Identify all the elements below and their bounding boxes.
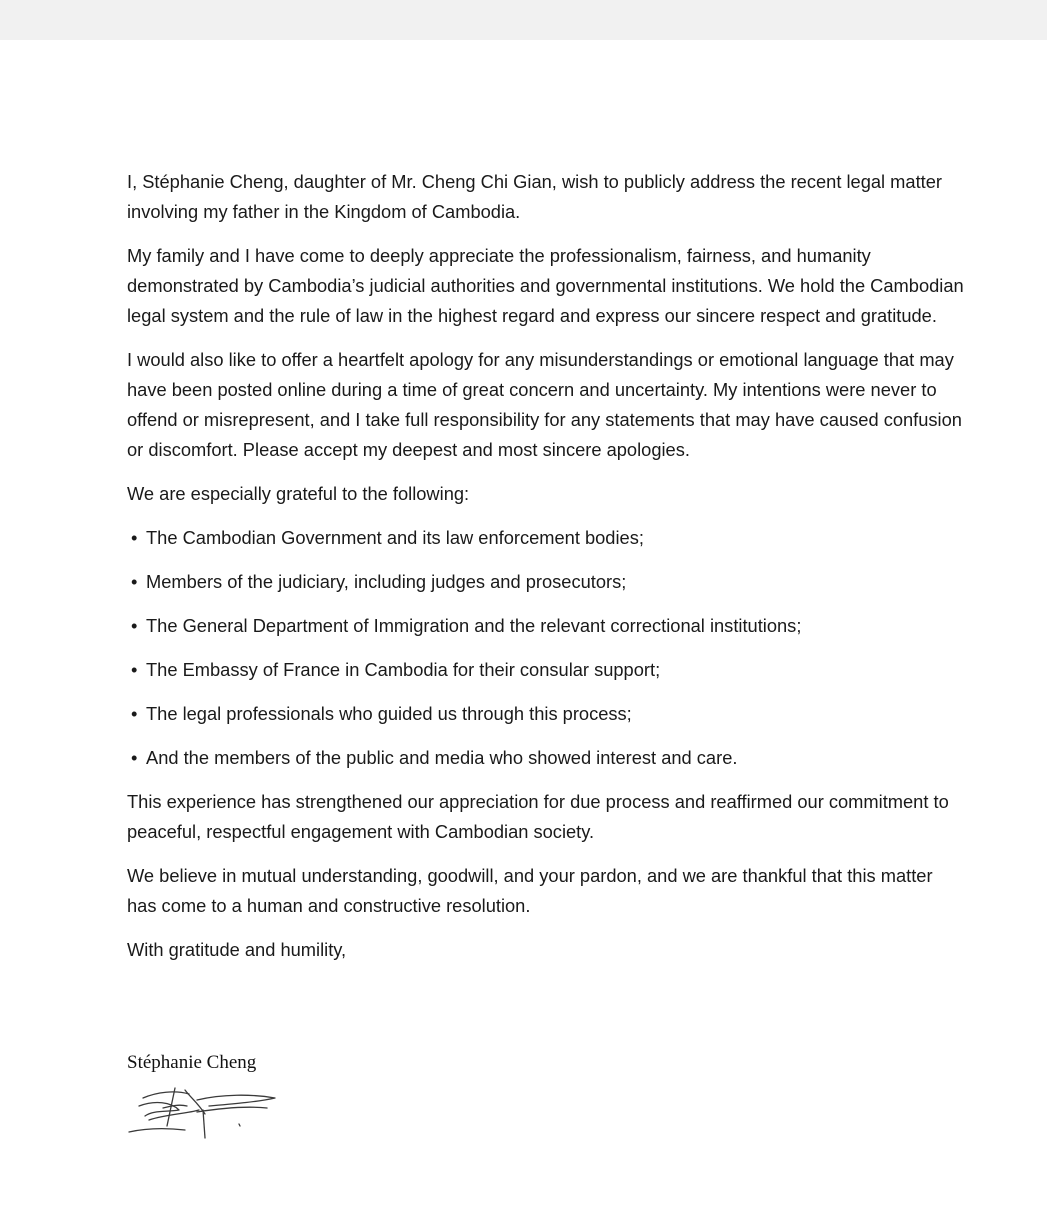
handwritten-signature-icon <box>127 1080 287 1140</box>
bullet-icon: • <box>131 615 138 636</box>
paragraph-apology: I would also like to offer a heartfelt apology for any misunderstandings or emotional language that may have been posted online during a time of great concern and uncertainty. My intentions were never to offend or misrepresent, and I take full responsibility for any statements that may have caused confusion or discomfort. Please accept my deepest and most sincere apologies. <box>127 349 962 460</box>
viewer-top-bar <box>0 0 1047 40</box>
paragraph-appreciation: My family and I have come to deeply appreciate the professionalism, fairness, and humanity demonstrated by Cambodia’s judicial authorities and governmental institutions. We hold the Cambodian legal system and the rule of law in the highest regard and express our sincere respect and gratitude. <box>127 245 964 326</box>
paragraph-belief: We believe in mutual understanding, goodwill, and your pardon, and we are thankful that this matter has come to a human and constructive resolution. <box>127 865 933 916</box>
list-item <box>127 743 967 773</box>
paragraph-experience: This experience has strengthened our appreciation for due process and reaffirmed our commitment to peaceful, respectful engagement with Cambodian society. <box>127 791 949 842</box>
letter-body <box>127 167 967 979</box>
list-item-text: And the members of the public and media who showed interest and care. <box>146 747 738 768</box>
list-item-text: Members of the judiciary, including judges and prosecutors; <box>146 571 627 592</box>
list-item-text: The Cambodian Government and its law enforcement bodies; <box>146 527 644 548</box>
bullet-icon: • <box>131 747 138 768</box>
signature-block <box>127 1048 287 1140</box>
paragraph-grateful-intro: We are especially grateful to the following: <box>127 483 470 504</box>
bullet-icon: • <box>131 703 138 724</box>
closing-salutation: With gratitude and humility, <box>127 939 347 960</box>
list-item <box>127 567 967 597</box>
bullet-icon: • <box>131 527 138 548</box>
bullet-icon: • <box>131 571 138 592</box>
list-item <box>127 655 967 685</box>
signatory-name: Stéphanie Cheng <box>127 1052 257 1073</box>
list-item <box>127 523 967 553</box>
list-item <box>127 699 967 729</box>
list-item-text: The Embassy of France in Cambodia for their consular support; <box>146 659 661 680</box>
list-item-text: The General Department of Immigration and the relevant correctional institutions; <box>146 615 802 636</box>
list-item-text: The legal professionals who guided us through this process; <box>146 703 632 724</box>
bullet-icon: • <box>131 659 138 680</box>
list-item <box>127 611 967 641</box>
paragraph-intro: I, Stéphanie Cheng, daughter of Mr. Cheng Chi Gian, wish to publicly address the recent legal matter involving my father in the Kingdom of Cambodia. <box>127 171 942 222</box>
